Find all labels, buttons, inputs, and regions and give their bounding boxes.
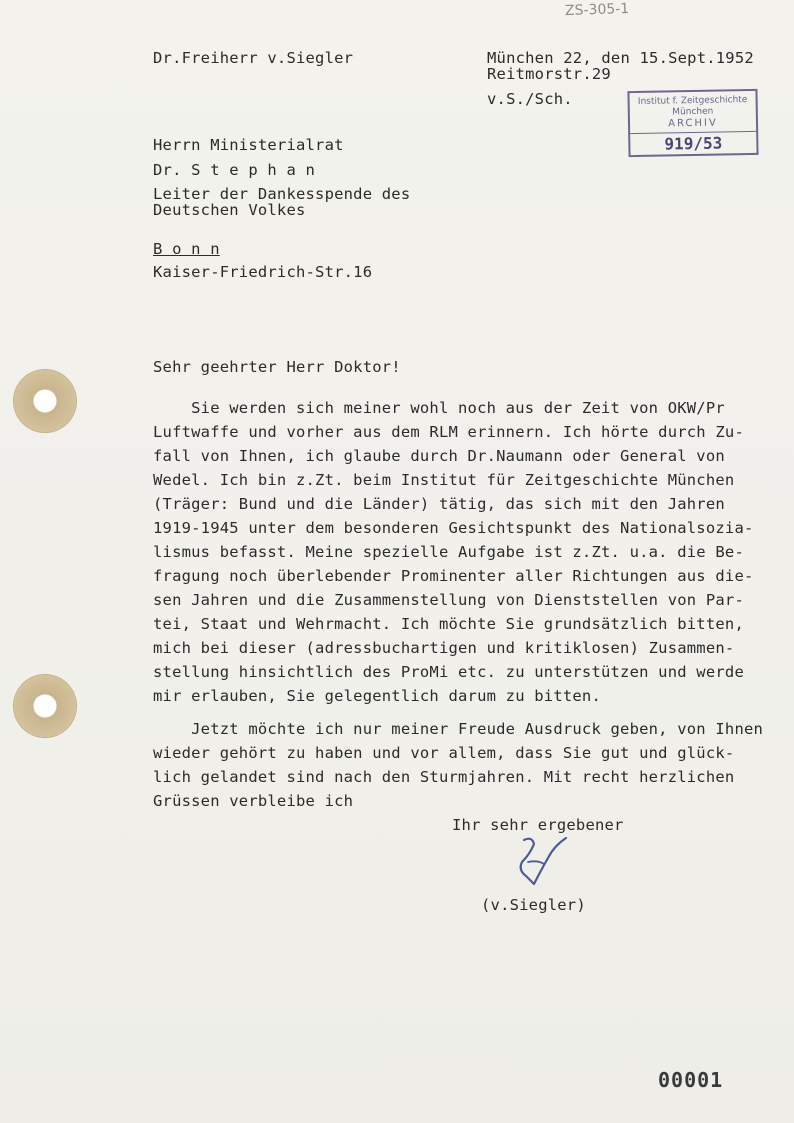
page-number: 00001: [658, 1068, 724, 1092]
archive-stamp: [627, 89, 758, 157]
body-line: stellung hinsichtlich des ProMi etc. zu unterstützen und werde: [153, 663, 744, 681]
recipient-city: B o n n: [153, 240, 220, 258]
stamp-institute: Institut f. Zeitgeschichte: [637, 95, 748, 107]
sender-street: Reitmorstr.29: [487, 65, 611, 83]
recipient-line: Leiter der Dankesspende des: [153, 185, 411, 203]
recipient-street: Kaiser-Friedrich-Str.16: [153, 263, 373, 281]
reference-initials: v.S./Sch.: [487, 90, 573, 108]
pencil-archive-reference: ZS-305-1: [564, 0, 630, 20]
sender-name: Dr.Freiherr v.Siegler: [153, 49, 354, 67]
body-line: 1919-1945 unter dem besonderen Gesichtspunkt des Nationalsozia-: [153, 519, 754, 537]
body-line: mir erlauben, Sie gelegentlich darum zu bitten.: [153, 687, 601, 705]
body-line: fragung noch überlebender Prominenter aller Richtungen aus die-: [153, 567, 754, 585]
place-date: München 22, den 15.Sept.1952: [487, 49, 754, 67]
handwritten-signature: [510, 832, 580, 892]
body-line: Jetzt möchte ich nur meiner Freude Ausdruck geben, von Ihnen: [153, 720, 764, 738]
body-line: tei, Staat und Wehrmacht. Ich möchte Sie grundsätzlich bitten,: [153, 615, 744, 633]
recipient-line: Herrn Ministerialrat: [153, 136, 344, 154]
body-line: Sie werden sich meiner wohl noch aus der Zeit von OKW/Pr: [153, 399, 725, 417]
body-line: fall von Ihnen, ich glaube durch Dr.Naumann oder General von: [153, 447, 725, 465]
body-line: (Träger: Bund und die Länder) tätig, das sich mit den Jahren: [153, 495, 725, 513]
recipient-line: Deutschen Volkes: [153, 201, 306, 219]
stamp-number: 919/53: [630, 131, 756, 154]
body-line: Luftwaffe und vorher aus dem RLM erinnern. Ich hörte durch Zu-: [153, 423, 744, 441]
recipient-line: Dr. S t e p h a n: [153, 161, 316, 179]
body-line: mich bei dieser (adressbuchartigen und kritiklosen) Zusammen-: [153, 639, 735, 657]
body-line: lich gelandet sind nach den Sturmjahren. Mit recht herzlichen: [153, 768, 735, 786]
stamp-archive: ARCHIV: [668, 117, 718, 130]
stamp-city: München: [672, 106, 714, 118]
body-line: wieder gehört zu haben und vor allem, dass Sie gut und glück-: [153, 744, 735, 762]
typed-signature-name: (v.Siegler): [481, 896, 586, 914]
closing-phrase: Ihr sehr ergebener: [452, 816, 624, 834]
punch-hole: [14, 675, 76, 737]
body-line: Grüssen verbleibe ich: [153, 792, 354, 810]
body-line: lismus befasst. Meine spezielle Aufgabe ist z.Zt. u.a. die Be-: [153, 543, 744, 561]
body-line: sen Jahren und die Zusammenstellung von Dienststellen von Par-: [153, 591, 744, 609]
salutation: Sehr geehrter Herr Doktor!: [153, 358, 401, 376]
body-line: Wedel. Ich bin z.Zt. beim Institut für Zeitgeschichte München: [153, 471, 735, 489]
punch-hole: [14, 370, 76, 432]
